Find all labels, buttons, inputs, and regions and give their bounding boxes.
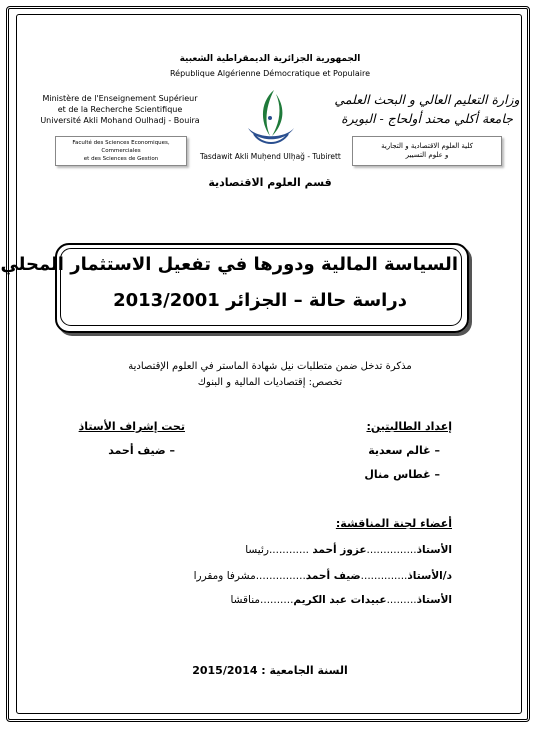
jury-row: الأستاذ...............عزوز أحمد ............رئيسا — [245, 544, 452, 556]
republic-arabic: الجمهورية الجزائرية الديمقراطية الشعبية — [179, 54, 361, 64]
department-name: قسم العلوم الاقتصادية — [208, 176, 332, 189]
students-label: إعداد الطالبتين: — [366, 420, 452, 433]
logo-caption: Tasdawit Akli Muḥend Ulḥağ - Tubirett — [200, 152, 341, 161]
ministry-ar-line: وزارة التعليم العالي و البحث العلمي — [334, 92, 520, 107]
student-name: – غطاس منال — [364, 468, 440, 481]
faculty-ar-line: كلية العلوم الاقتصادية و التجارية — [381, 142, 473, 150]
memo-specialty: تخصص: إقتصاديات المالية و البنوك — [197, 377, 343, 388]
jury-row: الأستاذ.........عبيدات عبد الكريم..........مناقشا — [230, 594, 452, 606]
faculty-arabic-box — [352, 136, 502, 166]
supervisor-name: – ضيف أحمد — [108, 444, 175, 457]
thesis-subtitle: دراسة حالة – الجزائر 2013/2001 — [113, 290, 407, 311]
academic-year: السنة الجامعية : 2015/2014 — [192, 664, 348, 677]
university-ar-line: جامعة أكلي محند أولحاج - البويرة — [341, 111, 513, 126]
student-name: – غالم سعدية — [368, 444, 440, 457]
university-logo-icon — [230, 88, 310, 148]
jury-label: أعضاء لجنة المناقشة: — [335, 517, 452, 530]
ministry-fr-line: et de la Recherche Scientifique — [57, 105, 183, 114]
ministry-french — [40, 93, 200, 126]
university-fr-line: Université Akli Mohand Oulhadj - Bouira — [40, 116, 200, 125]
memo-purpose: مذكرة تدخل ضمن متطلبات نيل شهادة الماستر في العلوم الإقتصادية — [128, 361, 412, 372]
jury-row: د/الأستاذ..............ضيف أحمد...............مشرفا ومقررا — [193, 570, 452, 582]
ministry-fr-line: Ministère de l'Enseignement Supérieur — [42, 94, 198, 103]
faculty-french-box — [55, 136, 187, 166]
thesis-title: السياسة المالية ودورها في تفعيل الاستثمار المحلي — [0, 254, 458, 275]
faculty-fr-line: Faculté des Sciences Economiques, Commerciales — [72, 140, 170, 154]
faculty-fr-line: et des Sciences de Gestion — [83, 156, 159, 162]
faculty-ar-line: و علوم التسيير — [405, 151, 449, 159]
supervisor-label: تحت إشراف الأستاذ — [78, 420, 185, 433]
ministry-arabic — [332, 90, 522, 128]
republic-french: République Algérienne Démocratique et Populaire — [169, 69, 371, 78]
